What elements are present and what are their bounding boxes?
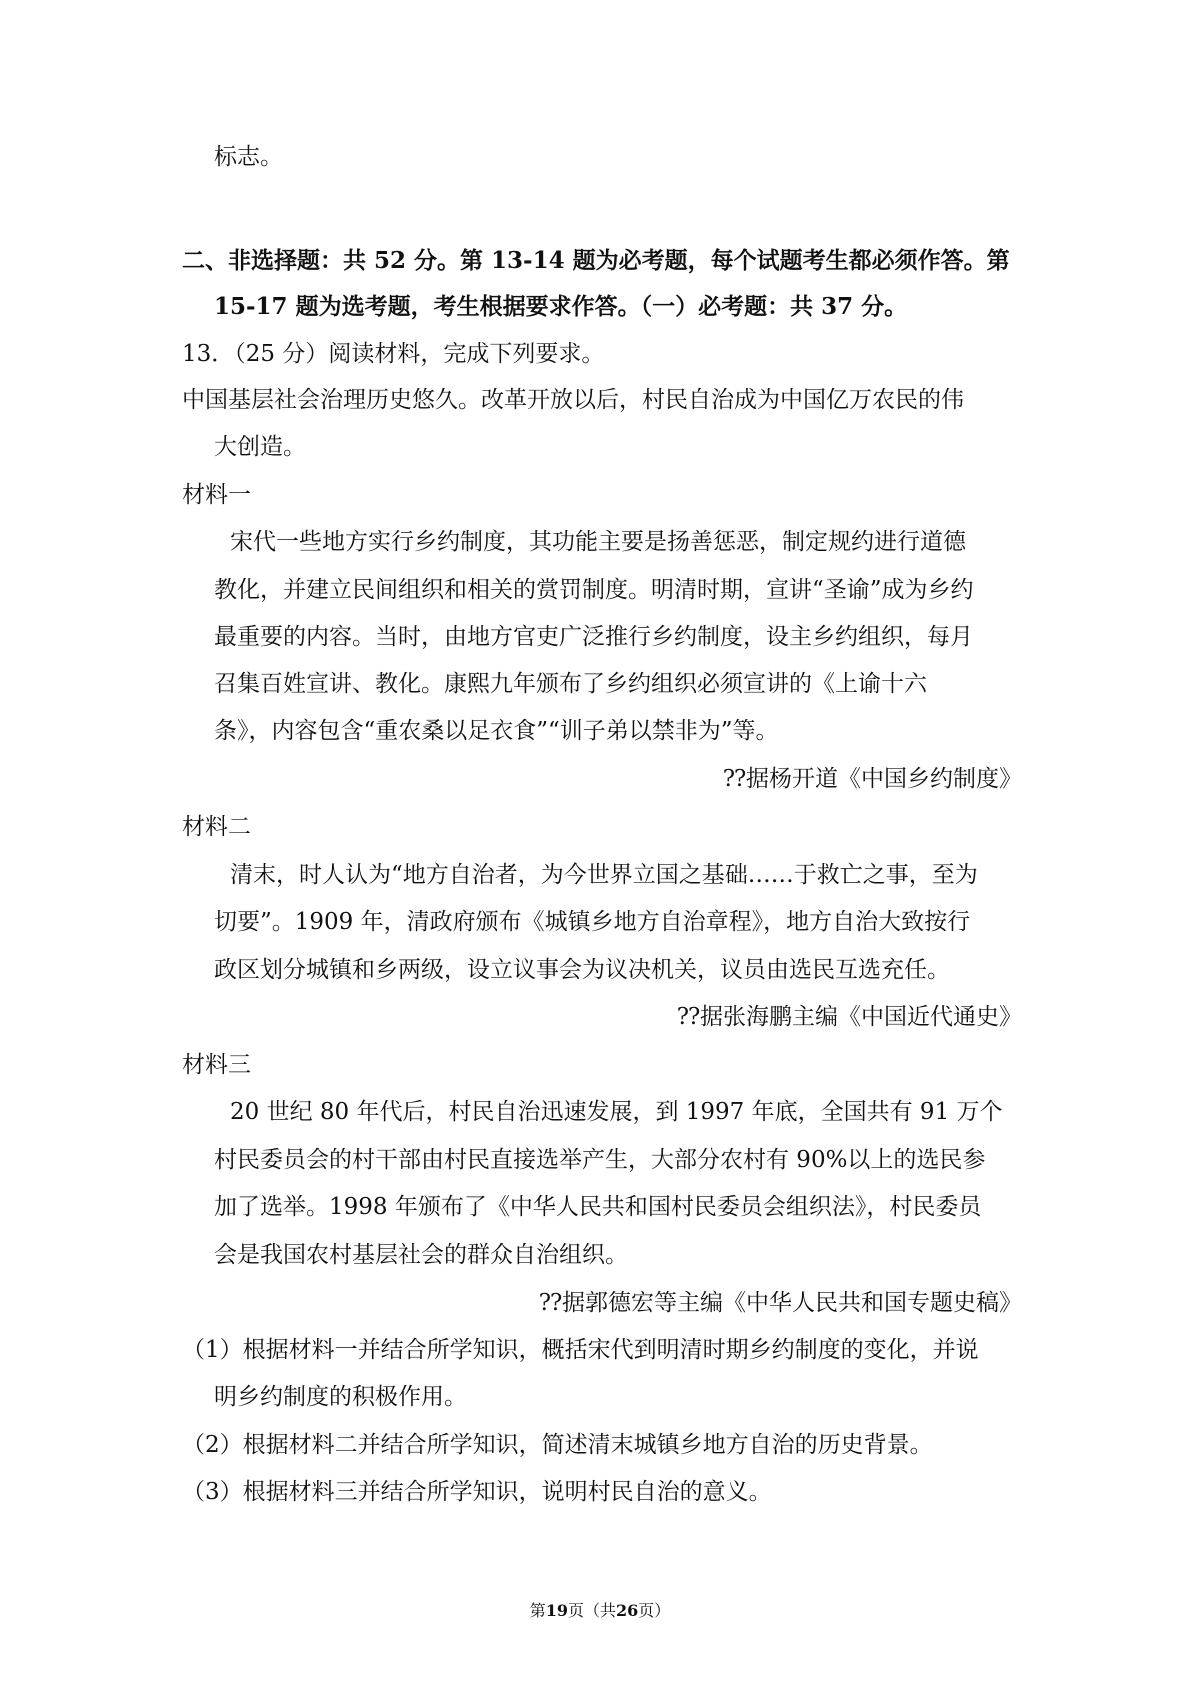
- footer-suffix: 页）: [638, 1601, 671, 1620]
- material-1-text-line: 教化，并建立民间组织和相关的赏罚制度。明清时期，宣讲“圣谕”成为乡约: [214, 577, 974, 603]
- material-2-heading: 材料二: [182, 814, 251, 840]
- material-2-text-line: 切要”。1909 年，清政府颁布《城镇乡地方自治章程》，地方自治大致按行: [214, 909, 971, 935]
- material-1-text-line: 最重要的内容。当时，由地方官吏广泛推行乡约制度，设主乡约组织，每月: [214, 624, 973, 650]
- material-3-text-line: 20 世纪 80 年代后，村民自治迅速发展，到 1997 年底，全国共有 91 万个: [230, 1099, 1003, 1125]
- material-3-text-line: 村民委员会的村干部由村民直接选举产生，大部分农村有 90%以上的选民参: [214, 1147, 986, 1173]
- material-1-text-line: 宋代一些地方实行乡约制度，其功能主要是扬善惩恶，制定规约进行道德: [230, 529, 966, 555]
- material-3-source: ⁇据郭德宏等主编《中华人民共和国专题史稿》: [539, 1290, 1022, 1316]
- material-2-text-line: 清末，时人认为“地方自治者，为今世界立国之基础……于救亡之事，至为: [230, 862, 978, 888]
- material-2-text-line: 政区划分城镇和乡两级，设立议事会为议决机关，议员由选民互选充任。: [214, 957, 950, 983]
- sub-question-1-line-2: 明乡约制度的积极作用。: [214, 1384, 467, 1410]
- material-3-text-line: 加了选举。1998 年颁布了《中华人民共和国村民委员会组织法》，村民委员: [214, 1194, 982, 1220]
- question-intro-line-2: 大创造。: [214, 434, 306, 460]
- sub-question-3: （3）根据材料三并结合所学知识，说明村民自治的意义。: [182, 1479, 772, 1505]
- material-1-heading: 材料一: [182, 482, 251, 508]
- question-13-title: 13．（25 分）阅读材料，完成下列要求。: [182, 341, 605, 367]
- section-heading-line-2: 15-17 题为选考题，考生根据要求作答。（一）必考题：共 37 分。: [214, 293, 908, 320]
- material-3-text-line: 会是我国农村基层社会的群众自治组织。: [214, 1242, 628, 1268]
- material-1-text-line: 召集百姓宣讲、教化。康熙九年颁布了乡约组织必须宣讲的《上谕十六: [214, 671, 927, 697]
- question-intro-line-1: 中国基层社会治理历史悠久。改革开放以后，村民自治成为中国亿万农民的伟: [182, 387, 964, 413]
- page-footer: [0, 1600, 1200, 1622]
- section-heading-line-1: 二、非选择题：共 52 分。第 13-14 题为必考题，每个试题考生都必须作答。第: [182, 247, 1010, 274]
- page-number: 19: [545, 1601, 568, 1620]
- sub-question-2: （2）根据材料二并结合所学知识，简述清末城镇乡地方自治的历史背景。: [182, 1432, 933, 1458]
- material-1-source: ⁇据杨开道《中国乡约制度》: [723, 766, 1022, 792]
- page-total: 26: [616, 1601, 639, 1620]
- footer-mid: 页（共: [567, 1601, 616, 1620]
- footer-prefix: 第: [529, 1601, 546, 1620]
- material-1-text-line: 条》，内容包含“重农桑以足衣食”“训子弟以禁非为”等。: [214, 718, 779, 744]
- sub-question-1-line-1: （1）根据材料一并结合所学知识，概括宋代到明清时期乡约制度的变化，并说: [182, 1337, 979, 1363]
- material-3-heading: 材料三: [182, 1052, 251, 1078]
- material-2-source: ⁇据张海鹏主编《中国近代通史》: [677, 1004, 1022, 1030]
- prev-question-tail: 标志。: [214, 144, 283, 170]
